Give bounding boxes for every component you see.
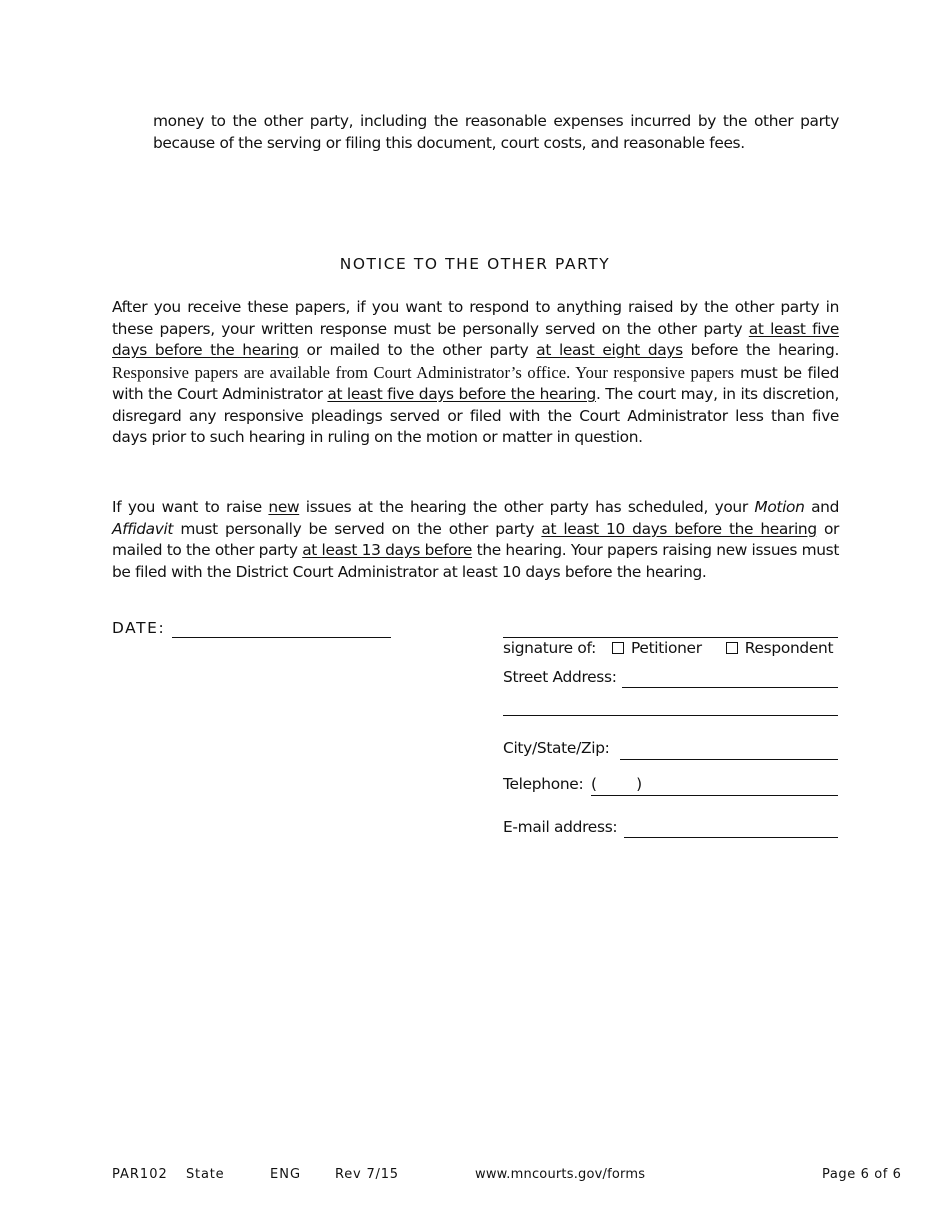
footer-jurisdiction: State	[186, 1167, 225, 1182]
intro-paragraph	[153, 111, 839, 154]
new-issues-text-4: must personally be served on the other party	[173, 519, 542, 538]
telephone-label: Telephone:	[503, 775, 584, 793]
city-state-zip-field[interactable]	[620, 759, 838, 760]
respond-text-1: After you receive these papers, if you want to respond to anything raised by the other party in these papers, your written response must be personally served on the other party	[112, 298, 839, 338]
footer-form-id: PAR102	[112, 1167, 168, 1182]
street-address-field[interactable]	[622, 687, 838, 688]
city-state-zip-label: City/State/Zip:	[503, 739, 610, 757]
new-issues-paragraph	[112, 497, 839, 583]
email-label: E-mail address:	[503, 818, 618, 836]
petitioner-checkbox[interactable]	[612, 642, 624, 654]
respond-text-2: or mailed to the other party	[298, 341, 537, 359]
footer-page-number: Page 6 of 6	[822, 1167, 902, 1182]
signature-of-label: signature of:	[503, 639, 596, 657]
signature-of-row	[503, 639, 838, 657]
respond-availability-text: Responsive papers are available from Court Administrator’s office. Your responsive papers	[112, 362, 735, 382]
petitioner-label: Petitioner	[630, 639, 702, 657]
respondent-checkbox[interactable]	[726, 642, 738, 654]
telephone-field[interactable]	[591, 795, 838, 796]
street-address-field-line-2[interactable]	[503, 715, 838, 716]
footer-url: www.mncourts.gov/forms	[475, 1167, 646, 1182]
respond-text-5: . The court may, in its discretion, disregard any responsive pleadings served or filed with the Court Administrator less than five days prior to such hearing in ruling on the motion or matter in question.	[112, 385, 839, 446]
date-label: DATE:	[112, 619, 166, 637]
footer-revision: Rev 7/15	[335, 1167, 399, 1182]
respondent-option[interactable]	[726, 639, 833, 657]
respondent-label: Respondent	[744, 639, 834, 657]
respond-paragraph	[112, 297, 839, 449]
telephone-area-code: ( )	[591, 775, 643, 793]
respond-text-3: before the hearing.	[682, 341, 840, 359]
email-field[interactable]	[624, 837, 838, 838]
signature-field[interactable]	[503, 637, 838, 638]
street-address-label: Street Address:	[503, 668, 617, 686]
new-issues-text-5: or mailed to the other party	[112, 519, 840, 559]
new-issues-text-1: If you want to raise	[112, 498, 269, 516]
footer-language: ENG	[270, 1167, 302, 1182]
new-issues-affidavit: Affidavit	[112, 519, 174, 538]
respond-deadline-five-days: at least five days before the hearing	[112, 319, 839, 359]
petitioner-option[interactable]	[612, 639, 702, 657]
respond-filing-deadline: at least five days before the hearing	[327, 385, 596, 403]
new-issues-new-word: new	[268, 498, 300, 516]
new-issues-text-6: the hearing. Your papers raising new issues must be filed with the District Court Administrator at least 10 days before the hearing.	[112, 541, 839, 581]
new-issues-thirteen-days: at least 13 days before	[302, 541, 473, 559]
intro-text: money to the other party, including the reasonable expenses incurred by the other party because of the serving or filing this document, court costs, and reasonable fees.	[153, 112, 839, 152]
new-issues-text-3: and	[804, 498, 839, 516]
new-issues-motion: Motion	[754, 498, 805, 516]
new-issues-ten-days: at least 10 days before the hearing	[541, 519, 817, 538]
notice-heading: NOTICE TO THE OTHER PARTY	[339, 255, 611, 273]
date-field[interactable]	[172, 637, 391, 638]
respond-deadline-eight-days: at least eight days	[536, 341, 683, 359]
respond-text-4: must be filed with the Court Administrator	[112, 363, 839, 403]
new-issues-text-2: issues at the hearing the other party has scheduled, your	[299, 498, 755, 516]
